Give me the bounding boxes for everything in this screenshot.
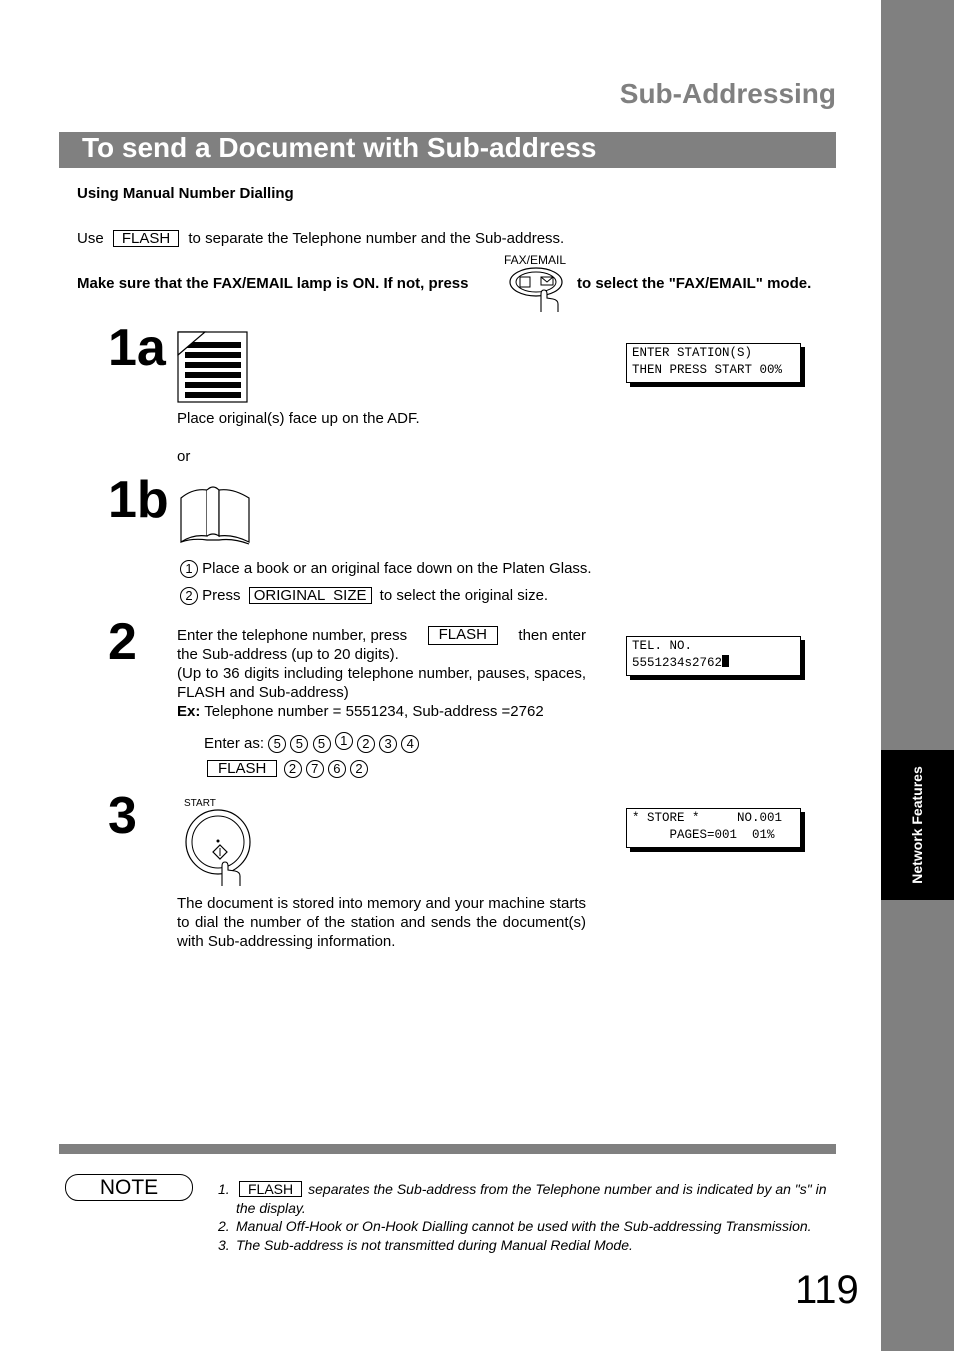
subtitle: Using Manual Number Dialling xyxy=(77,185,294,202)
digit-key: 2 xyxy=(357,735,375,753)
note-item-body xyxy=(236,1180,840,1217)
digit-key: 7 xyxy=(306,760,324,778)
page-number: 119 xyxy=(795,1268,859,1312)
fax-email-button-icon xyxy=(508,266,566,316)
section-title: Sub-Addressing xyxy=(619,78,836,109)
digit-key: 5 xyxy=(268,735,286,753)
start-button-icon xyxy=(184,808,256,888)
note-item-number: 3. xyxy=(218,1236,230,1253)
adf-document-icon xyxy=(177,331,249,403)
example-text: Telephone number = 5551234, Sub-address =2762 xyxy=(204,703,544,720)
step-2-line1 xyxy=(177,626,586,645)
note-item-number: 1. xyxy=(218,1181,230,1197)
divider-bar xyxy=(59,1144,836,1154)
intro-lamp-text: Make sure that the FAX/EMAIL lamp is ON. If not, press xyxy=(77,275,469,292)
step-3-number: 3 xyxy=(108,787,137,845)
example-label: Ex: xyxy=(177,703,201,720)
display-2-line2-text: 5551234s2762 xyxy=(632,656,723,670)
intro-use-rest: to separate the Telephone number and the Sub-address. xyxy=(188,230,565,247)
note-label: NOTE xyxy=(65,1174,193,1201)
display-1a-line2: THEN PRESS START 00% xyxy=(632,363,783,377)
step-1b-item1 xyxy=(180,559,592,578)
note-item-text: The Sub-address is not transmitted during Manual Redial Mode. xyxy=(236,1236,633,1253)
step-1a-number: 1a xyxy=(108,319,166,377)
digit-key: 2 xyxy=(284,760,302,778)
digit-key: 2 xyxy=(350,760,368,778)
step-3-text: The document is stored into memory and your machine starts to dial the number of the station and sends the document(s) with Sub-addressing information. xyxy=(177,895,586,950)
display-3 xyxy=(626,808,801,848)
step-2-line2: the Sub-address (up to 20 digits). xyxy=(177,646,399,663)
display-2 xyxy=(626,636,801,676)
enter-as-row-2 xyxy=(207,759,368,778)
intro-lamp-rest: to select the "FAX/EMAIL" mode. xyxy=(577,275,812,292)
step-2-line1-pre: Enter the telephone number, press xyxy=(177,627,408,644)
step-1b-item2 xyxy=(180,586,548,605)
step-1b-item1-text: Place a book or an original face down on the Platen Glass. xyxy=(202,560,592,577)
intro-use-line xyxy=(77,229,564,248)
digit-key: 4 xyxy=(401,735,419,753)
circled-number: 1 xyxy=(180,560,198,578)
step-2-line3: (Up to 36 digits including telephone number, pauses, spaces, FLASH and Sub-address) xyxy=(177,665,586,701)
title-bar xyxy=(59,132,836,168)
circled-number: 2 xyxy=(180,587,198,605)
note-item-text: Manual Off-Hook or On-Hook Dialling cannot be used with the Sub-addressing Transmission. xyxy=(236,1218,812,1234)
flash-key: FLASH xyxy=(207,760,277,777)
note-item xyxy=(218,1217,840,1236)
page-title: To send a Document with Sub-address xyxy=(82,132,597,163)
step-2-example xyxy=(177,702,586,721)
digit-key: 1 xyxy=(335,732,353,750)
step-2-line1-post: then enter xyxy=(518,627,586,644)
note-item xyxy=(218,1180,840,1217)
chapter-tab-label: Network Features xyxy=(909,766,925,884)
original-size-key: ORIGINAL SIZE xyxy=(249,587,372,604)
step-1b-item2-press: Press xyxy=(202,587,241,604)
note-list xyxy=(218,1180,840,1254)
step-1b-number: 1b xyxy=(108,471,169,529)
display-1a xyxy=(626,343,801,383)
flash-key: FLASH xyxy=(428,626,498,645)
enter-as-label: Enter as: xyxy=(204,735,265,752)
start-label: START xyxy=(184,798,216,809)
note-item-number: 2. xyxy=(218,1218,230,1234)
digit-key: 3 xyxy=(379,735,397,753)
digit-key: 5 xyxy=(290,735,308,753)
or-text: or xyxy=(177,448,191,465)
display-1a-line1: ENTER STATION(S) xyxy=(632,346,753,360)
chapter-tab xyxy=(881,750,954,900)
step-2-text xyxy=(177,626,586,721)
side-bar xyxy=(881,0,954,1351)
display-cursor xyxy=(722,655,729,667)
step-1b-item2-rest: to select the original size. xyxy=(379,587,549,604)
step-1a-text: Place original(s) face up on the ADF. xyxy=(177,410,420,427)
note-item-text: separates the Sub-address from the Telephone number and is indicated by an "s" in the display. xyxy=(236,1181,827,1216)
digit-key: 5 xyxy=(313,735,331,753)
step-2-number: 2 xyxy=(108,613,137,671)
fax-email-label: FAX/EMAIL xyxy=(504,253,567,267)
intro-use-word: Use xyxy=(77,230,104,247)
flash-key: FLASH xyxy=(239,1181,302,1197)
book-icon xyxy=(177,484,253,548)
flash-key: FLASH xyxy=(113,230,179,247)
display-2-line2 xyxy=(632,655,800,672)
enter-as-row xyxy=(204,732,419,753)
display-2-line1: TEL. NO. xyxy=(632,639,693,653)
note-item xyxy=(218,1236,840,1255)
display-3-line1: * STORE * NO.001 xyxy=(632,811,783,825)
display-3-line2: PAGES=001 01% xyxy=(632,828,775,842)
digit-key: 6 xyxy=(328,760,346,778)
